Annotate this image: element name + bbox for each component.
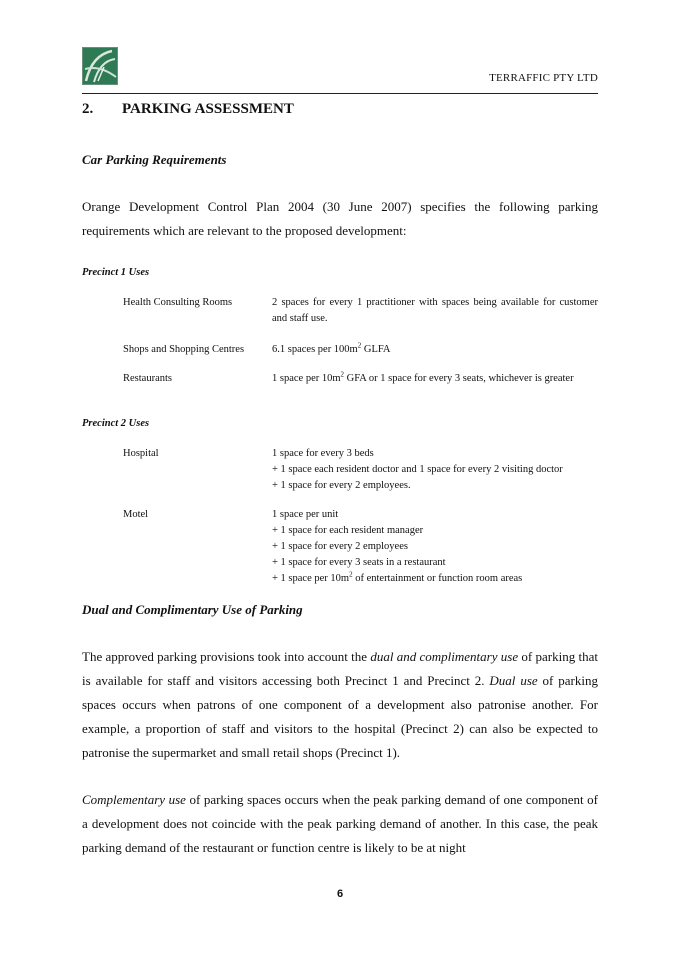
use-name: Motel <box>123 509 149 520</box>
page-number: 6 <box>336 888 344 900</box>
requirement-line: + 1 space each resident doctor and 1 space for every 2 visiting doctor <box>272 464 563 475</box>
requirement-line: + 1 space for every 3 seats in a restaurant <box>272 557 446 568</box>
requirement-line: 1 space per unit <box>272 509 339 520</box>
use-name: Restaurants <box>123 373 172 384</box>
use-name: Shops and Shopping Centres <box>123 344 245 355</box>
use-requirement <box>272 507 598 587</box>
section-number: 2. <box>82 101 94 117</box>
requirement-line: + 1 space for every 2 employees. <box>272 480 411 491</box>
requirement-line: 1 space for every 3 beds <box>272 448 374 459</box>
use-requirement <box>272 446 598 494</box>
section-title-text: PARKING ASSESSMENT <box>122 101 294 117</box>
use-requirement: 2 spaces for every 1 practitioner with spaces being available for customer and staff use. <box>272 297 598 324</box>
requirement-line: + 1 space per $10m^2$ of entertainment or function room areas <box>272 570 523 584</box>
header-divider <box>82 93 598 94</box>
terraffic-logo <box>82 47 118 85</box>
use-requirement: 6.1 spaces per $100m^2$ GLFA <box>272 341 391 355</box>
precinct2-heading: Precinct 2 Uses <box>82 418 150 429</box>
precinct1-heading: Precinct 1 Uses <box>82 267 150 278</box>
use-name: Health Consulting Rooms <box>123 297 233 308</box>
use-requirement: 1 space per $10m^2$ GFA or 1 space for every 3 seats, whichever is greater <box>272 370 574 384</box>
section-title <box>82 101 294 118</box>
complementary-use-paragraph: Complementary use of parking spaces occurs when the peak parking demand of one component of a development does not coincide with the peak parking demand of another. In this case, the peak parking demand of the restaurant or function centre is likely to be at night <box>82 792 599 855</box>
car-parking-heading: Car Parking Requirements <box>82 152 227 167</box>
use-name: Hospital <box>123 448 159 459</box>
car-parking-intro: Orange Development Control Plan 2004 (30 June 2007) specifies the following parking requirements which are relevant to the proposed development: <box>82 199 598 238</box>
requirement-line: + 1 space for each resident manager <box>272 525 424 536</box>
company-name: TERRAFFIC PTY LTD <box>489 72 598 84</box>
dual-use-paragraph: The approved parking provisions took into account the dual and complimentary use of parking that is available for staff and visitors accessing both Precinct 1 and Precinct 2. Dual use of parking spaces occurs when patrons of one component of a development also patronise another. For example, a proportion of staff and visitors to the hospital (Precinct 2) can also be expected to patronise the supermarket and small retail shops (Precinct 1). <box>82 649 598 760</box>
dual-use-heading: Dual and Complimentary Use of Parking <box>82 602 303 617</box>
requirement-line: + 1 space for every 2 employees <box>272 541 408 552</box>
